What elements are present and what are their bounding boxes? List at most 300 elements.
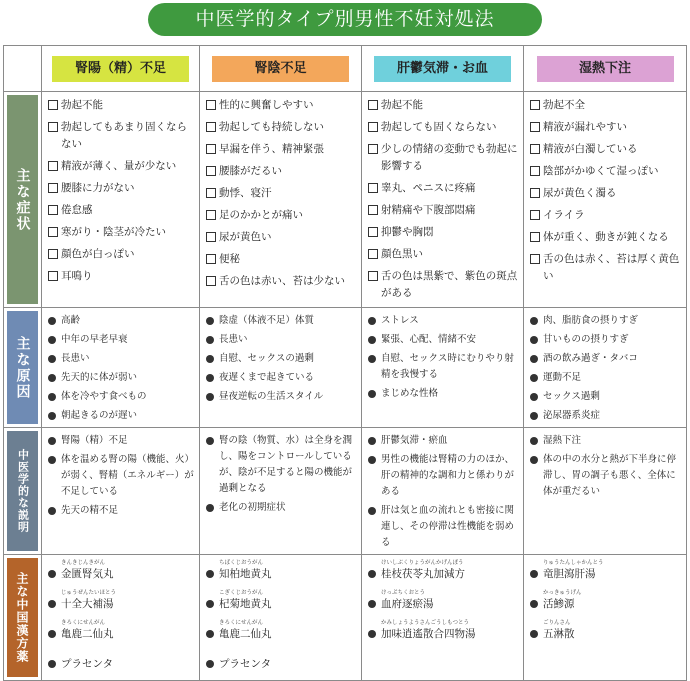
item-text: 動悸、寝汗 <box>219 187 272 199</box>
medicine-name: 活鯵源 <box>543 598 575 610</box>
list-item <box>48 370 195 386</box>
item-text: 尿が黄色く濁る <box>543 187 617 199</box>
row-label-band <box>7 558 38 677</box>
list-item <box>530 433 682 449</box>
checkbox-icon <box>530 254 540 264</box>
checkbox-icon <box>206 166 216 176</box>
medicine-name: 十全大補湯 <box>61 598 114 610</box>
bullet-icon <box>368 336 376 344</box>
header-cell <box>362 46 524 92</box>
list-item <box>368 620 519 643</box>
list-item <box>368 332 519 348</box>
bullet-icon <box>368 600 376 608</box>
bullet-icon <box>48 336 56 344</box>
bullet-icon <box>48 317 56 325</box>
item-text: 勃起不全 <box>543 99 585 111</box>
item-text: 朝起きるのが遅い <box>61 410 138 421</box>
item-text: 少しの情緒の変動でも勃起に影響する <box>381 143 518 172</box>
bullet-icon <box>206 630 214 638</box>
checkbox-icon <box>368 144 378 154</box>
ruby-reading: かっきゅうげん <box>543 590 582 596</box>
header-row <box>4 46 687 92</box>
bullet-icon <box>48 412 56 420</box>
list-item <box>530 408 682 424</box>
list-item <box>206 185 357 202</box>
row-label-band <box>7 311 38 424</box>
list-item <box>530 185 682 202</box>
list-item <box>206 351 357 367</box>
list-item <box>530 560 682 583</box>
bullet-icon <box>48 600 56 608</box>
list-item <box>530 207 682 224</box>
list-item <box>206 229 357 246</box>
list-item <box>530 351 682 367</box>
checkbox-icon <box>530 210 540 220</box>
cell-3-3 <box>524 555 687 681</box>
cell-2-0 <box>42 428 200 555</box>
list-item <box>368 268 519 302</box>
explanation-list <box>524 428 686 500</box>
bullet-icon <box>206 660 214 668</box>
medicine-name: 金匱腎気丸 <box>61 568 114 580</box>
bullet-icon <box>206 393 214 401</box>
cell-0-2 <box>362 92 524 308</box>
checkbox-icon <box>48 100 58 110</box>
item-text: 自慰、セックス時にむりやり射精を我慢する <box>381 353 514 380</box>
item-text: 睾丸、ペニスに疼痛 <box>381 182 476 194</box>
bullet-icon <box>206 437 214 445</box>
checkbox-icon <box>530 100 540 110</box>
list-item <box>48 119 195 153</box>
cell-3-2 <box>362 555 524 681</box>
bullet-icon <box>48 507 56 515</box>
item-text: 泌尿器系炎症 <box>543 410 601 421</box>
row-label-explanation: 中医学的な説明 <box>16 449 30 533</box>
list-item <box>206 389 357 405</box>
item-text: 肉、脂肪食の摂りすぎ <box>543 315 639 326</box>
bullet-icon <box>48 660 56 668</box>
checkbox-icon <box>368 100 378 110</box>
medicine-list <box>524 555 686 643</box>
item-text: 顔色黒い <box>381 248 423 260</box>
list-item <box>530 141 682 158</box>
item-text: 舌の色は黒紫で、紫色の斑点がある <box>381 270 518 299</box>
medicine-list <box>200 555 361 673</box>
item-text: 早漏を伴う、精神緊張 <box>219 143 324 155</box>
medicine-name: 亀鹿二仙丸 <box>61 628 114 640</box>
page-title: 中医学的タイプ別男性不妊対処法 <box>148 3 542 36</box>
bullet-icon <box>530 570 538 578</box>
checkbox-icon <box>206 188 216 198</box>
item-text: 甘いものの摂りすぎ <box>543 334 629 345</box>
list-item <box>48 620 195 643</box>
list-item <box>368 246 519 263</box>
medicine-name: プラセンタ <box>219 658 272 670</box>
bullet-icon <box>368 456 376 464</box>
list-item <box>530 370 682 386</box>
item-text: 男性の機能は腎精の力のほか、肝の精神的な調和力と係わりがある <box>381 454 515 497</box>
ruby-reading <box>219 650 357 656</box>
medicine-name: 加味逍遙散合四物湯 <box>381 628 476 640</box>
item-text: 体の中の水分と熱が下半身に停滞し、胃の調子も悪く、全体に体が重だるい <box>543 454 677 497</box>
row-symptoms <box>4 92 687 308</box>
bullet-icon <box>368 355 376 363</box>
checkbox-icon <box>48 183 58 193</box>
item-text: まじめな性格 <box>381 388 439 399</box>
cell-3-0 <box>42 555 200 681</box>
list-item <box>48 246 195 263</box>
medicine-list <box>362 555 523 643</box>
list-item <box>206 332 357 348</box>
list-item <box>368 351 519 383</box>
list-item <box>368 433 519 449</box>
item-text: 勃起不能 <box>381 99 423 111</box>
symptom-list <box>524 92 686 285</box>
list-item <box>368 386 519 402</box>
list-item <box>530 590 682 613</box>
row-label-medicine: 主な中国漢方薬 <box>15 572 29 663</box>
list-item <box>368 590 519 613</box>
cause-list <box>362 308 523 402</box>
list-item <box>48 351 195 367</box>
bullet-icon <box>48 630 56 638</box>
bullet-icon <box>48 570 56 578</box>
row-label-symptoms: 主な症状 <box>14 167 31 232</box>
ruby-reading: かみしょうようさんごうしもつとう <box>381 620 470 626</box>
list-item <box>48 650 195 673</box>
item-text: 夜遅くまで起きている <box>219 372 315 383</box>
checkbox-icon <box>530 144 540 154</box>
list-item <box>530 229 682 246</box>
item-text: 勃起しても固くならない <box>381 121 497 133</box>
row-medicine <box>4 555 687 681</box>
bullet-icon <box>530 412 538 420</box>
medicine-name: 桂枝茯苓丸加減方 <box>381 568 465 580</box>
checkbox-icon <box>48 161 58 171</box>
medicine-name: 知柏地黄丸 <box>219 568 272 580</box>
list-item <box>206 560 357 583</box>
item-text: 耳鳴り <box>61 270 93 282</box>
cell-1-0 <box>42 308 200 428</box>
checkbox-icon <box>48 227 58 237</box>
list-item <box>206 433 357 497</box>
item-text: 肝鬱気滞・瘀血 <box>381 435 448 446</box>
item-text: 長患い <box>219 334 248 345</box>
checkbox-icon <box>368 205 378 215</box>
list-item <box>530 332 682 348</box>
checkbox-icon <box>48 271 58 281</box>
cell-2-3 <box>524 428 687 555</box>
item-text: 精液が薄く、量が少ない <box>61 160 177 172</box>
list-item <box>368 224 519 241</box>
item-text: 射精痛や下腹部悶痛 <box>381 204 476 216</box>
row-label-causes: 主な原因 <box>14 335 31 400</box>
list-item <box>48 503 195 519</box>
symptom-list <box>200 92 361 290</box>
row-label-cell <box>4 555 42 681</box>
list-item <box>206 590 357 613</box>
list-item <box>48 268 195 285</box>
symptom-list <box>362 92 523 302</box>
bullet-icon <box>48 437 56 445</box>
list-item <box>368 503 519 551</box>
list-item <box>48 433 195 449</box>
item-text: 腎の陰（物質、水）は全身を潤し、陽をコントロールしているが、陰が不足すると陽の機能が過剰となる <box>219 435 353 494</box>
checkbox-icon <box>206 210 216 220</box>
list-item <box>368 313 519 329</box>
item-text: 精液が白濁している <box>543 143 638 155</box>
item-text: 勃起不能 <box>61 99 103 111</box>
list-item <box>368 97 519 114</box>
checkbox-icon <box>368 122 378 132</box>
bullet-icon <box>206 570 214 578</box>
list-item <box>206 97 357 114</box>
checkbox-icon <box>368 183 378 193</box>
bullet-icon <box>206 355 214 363</box>
list-item <box>48 560 195 583</box>
row-causes <box>4 308 687 428</box>
ruby-reading: きろくにせんがん <box>219 620 264 626</box>
item-text: 腰膝がだるい <box>219 165 282 177</box>
cell-1-2 <box>362 308 524 428</box>
item-text: 勃起してもあまり固くならない <box>61 121 187 150</box>
item-text: 性的に興奮しやすい <box>219 99 314 111</box>
list-item <box>48 97 195 114</box>
bullet-icon <box>530 374 538 382</box>
item-text: 肝は気と血の流れとも密接に関連し、その停滞は性機能を弱める <box>381 505 515 548</box>
header-label-jinyou: 腎陽（精）不足 <box>52 56 189 82</box>
cell-3-1 <box>200 555 362 681</box>
list-item <box>206 273 357 290</box>
item-text: 先天の精不足 <box>61 505 119 516</box>
item-text: 長患い <box>61 353 90 364</box>
list-item <box>206 620 357 643</box>
medicine-list <box>42 555 199 673</box>
bullet-icon <box>530 336 538 344</box>
cell-0-1 <box>200 92 362 308</box>
checkbox-icon <box>206 276 216 286</box>
item-text: 高齢 <box>61 315 81 326</box>
item-text: 足のかかとが痛い <box>219 209 303 221</box>
bullet-icon <box>530 317 538 325</box>
item-text: 体が重く、動きが鈍くなる <box>543 231 669 243</box>
cell-1-1 <box>200 308 362 428</box>
bullet-icon <box>48 355 56 363</box>
row-label-cell <box>4 428 42 555</box>
ruby-reading <box>61 650 195 656</box>
explanation-list <box>362 428 523 551</box>
item-text: 腎陽（精）不足 <box>61 435 128 446</box>
bullet-icon <box>368 570 376 578</box>
list-item <box>48 224 195 241</box>
list-item <box>206 500 357 516</box>
checkbox-icon <box>48 205 58 215</box>
checkbox-icon <box>48 249 58 259</box>
bullet-icon <box>206 374 214 382</box>
checkbox-icon <box>206 232 216 242</box>
item-text: 中年の早老早衰 <box>61 334 128 345</box>
ruby-reading: ごりんさん <box>543 620 571 626</box>
item-text: 抑鬱や胸悶 <box>381 226 434 238</box>
header-cell <box>524 46 687 92</box>
checkbox-icon <box>530 122 540 132</box>
checkbox-icon <box>368 227 378 237</box>
corner-cell <box>4 46 42 92</box>
bullet-icon <box>206 336 214 344</box>
item-text: 勃起しても持続しない <box>219 121 324 133</box>
list-item <box>206 370 357 386</box>
list-item <box>530 313 682 329</box>
ruby-reading: ちばくじおうがん <box>219 560 264 566</box>
checkbox-icon <box>530 188 540 198</box>
list-item <box>530 119 682 136</box>
cell-1-3 <box>524 308 687 428</box>
bullet-icon <box>206 600 214 608</box>
item-text: 便秘 <box>219 253 240 265</box>
comparison-table <box>3 45 687 681</box>
item-text: 顔色が白っぽい <box>61 248 135 260</box>
medicine-name: 杞菊地黄丸 <box>219 598 272 610</box>
bullet-icon <box>530 437 538 445</box>
bullet-icon <box>530 600 538 608</box>
checkbox-icon <box>206 100 216 110</box>
medicine-name: プラセンタ <box>61 658 114 670</box>
bullet-icon <box>368 317 376 325</box>
list-item <box>530 389 682 405</box>
bullet-icon <box>48 393 56 401</box>
bullet-icon <box>48 374 56 382</box>
list-item <box>48 202 195 219</box>
list-item <box>368 119 519 136</box>
symptom-list <box>42 92 199 285</box>
item-text: 体を温める腎の陽（機能、火）が弱く、腎精（エネルギー）が不足している <box>61 454 195 497</box>
list-item <box>48 158 195 175</box>
cause-list <box>524 308 686 424</box>
bullet-icon <box>206 317 214 325</box>
item-text: 自慰、セックスの過剰 <box>219 353 314 364</box>
row-label-cell <box>4 308 42 428</box>
header-label-kanutsu: 肝鬱気滞・お血 <box>374 56 511 82</box>
medicine-name: 亀鹿二仙丸 <box>219 628 272 640</box>
medicine-name: 血府逐瘀湯 <box>381 598 434 610</box>
item-text: 尿が黄色い <box>219 231 272 243</box>
bullet-icon <box>530 456 538 464</box>
header-label-jinin: 腎陰不足 <box>212 56 349 82</box>
bullet-icon <box>530 393 538 401</box>
checkbox-icon <box>530 232 540 242</box>
medicine-name: 五淋散 <box>543 628 575 640</box>
row-label-band <box>7 431 38 551</box>
list-item <box>48 389 195 405</box>
list-item <box>530 620 682 643</box>
checkbox-icon <box>530 166 540 176</box>
bullet-icon <box>368 630 376 638</box>
bullet-icon <box>530 630 538 638</box>
item-text: 酒の飲み過ぎ・タバコ <box>543 353 638 364</box>
cause-list <box>200 308 361 405</box>
list-item <box>206 313 357 329</box>
medicine-name: 竜胆瀉肝湯 <box>543 568 596 580</box>
ruby-reading: じゅうぜんたいほとう <box>61 590 117 596</box>
item-text: 昼夜逆転の生活スタイル <box>219 391 324 402</box>
list-item <box>48 590 195 613</box>
list-item <box>530 97 682 114</box>
item-text: 倦怠感 <box>61 204 93 216</box>
list-item <box>530 251 682 285</box>
list-item <box>368 141 519 175</box>
item-text: セックス過剰 <box>543 391 600 402</box>
item-text: 陰部がかゆくて湿っぽい <box>543 165 659 177</box>
list-item <box>206 141 357 158</box>
list-item <box>368 452 519 500</box>
header-cell <box>42 46 200 92</box>
cell-2-2 <box>362 428 524 555</box>
row-explanation <box>4 428 687 555</box>
item-text: ストレス <box>381 315 419 326</box>
list-item <box>48 180 195 197</box>
list-item <box>368 180 519 197</box>
list-item <box>206 119 357 136</box>
list-item <box>48 452 195 500</box>
checkbox-icon <box>368 271 378 281</box>
bullet-icon <box>368 437 376 445</box>
cell-2-1 <box>200 428 362 555</box>
checkbox-icon <box>206 122 216 132</box>
checkbox-icon <box>206 144 216 154</box>
item-text: 寒がり・陰茎が冷たい <box>61 226 166 238</box>
item-text: イライラ <box>543 209 585 221</box>
item-text: 湿熱下注 <box>543 435 582 446</box>
list-item <box>48 313 195 329</box>
list-item <box>206 207 357 224</box>
list-item <box>206 163 357 180</box>
checkbox-icon <box>48 122 58 132</box>
cell-0-0 <box>42 92 200 308</box>
list-item <box>530 452 682 500</box>
list-item <box>368 202 519 219</box>
list-item <box>368 560 519 583</box>
checkbox-icon <box>368 249 378 259</box>
row-label-cell <box>4 92 42 308</box>
explanation-list <box>42 428 199 519</box>
row-label-band <box>7 95 38 304</box>
explanation-list <box>200 428 361 516</box>
item-text: 運動不足 <box>543 372 582 383</box>
item-text: 陰虚（体液不足）体質 <box>219 315 315 326</box>
ruby-reading: きんきじんきがん <box>61 560 106 566</box>
item-text: 精液が漏れやすい <box>543 121 627 133</box>
bullet-icon <box>48 456 56 464</box>
ruby-reading: こぎくじおうがん <box>219 590 264 596</box>
bullet-icon <box>206 504 214 512</box>
item-text: 舌の色は赤く、苔は厚く黄色い <box>543 253 680 282</box>
item-text: 腰膝に力がない <box>61 182 135 194</box>
cause-list <box>42 308 199 424</box>
item-text: 舌の色は赤い、苔は少ない <box>219 275 345 287</box>
ruby-reading: りゅうたんしゃかんとう <box>543 560 604 566</box>
item-text: 老化の初期症状 <box>219 502 286 513</box>
bullet-icon <box>530 355 538 363</box>
header-label-shitsunetsu: 湿熱下注 <box>537 56 674 82</box>
item-text: 先天的に体が弱い <box>61 372 138 383</box>
list-item <box>530 163 682 180</box>
header-cell <box>200 46 362 92</box>
list-item <box>48 408 195 424</box>
ruby-reading: けっぷちくおとう <box>381 590 426 596</box>
item-text: 緊張、心配、情緒不安 <box>381 334 477 345</box>
checkbox-icon <box>206 254 216 264</box>
ruby-reading: きろくにせんがん <box>61 620 106 626</box>
